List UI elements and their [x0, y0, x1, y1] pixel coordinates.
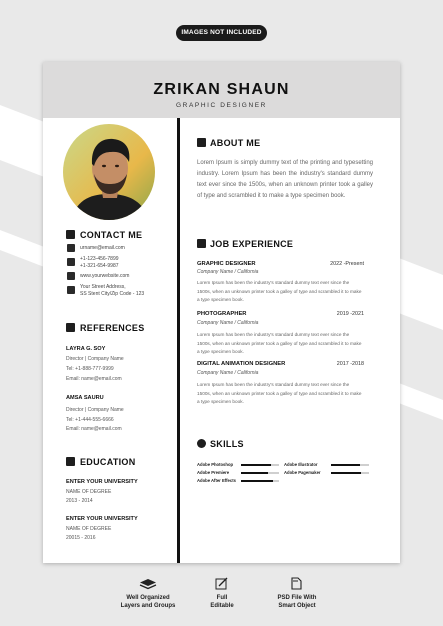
reference-1-email: Email: name@email.com [66, 376, 122, 382]
job-1-description: Lorem Ipsum has been the industry's standard dummy text ever since the 1500s, when an unknown printer took a galley of type and scrambled it to make a type specimen book. [197, 280, 362, 303]
feature-1-line1: Well Organized [126, 595, 170, 601]
images-not-included-badge: IMAGES NOT INCLUDED [176, 25, 267, 41]
person-name: ZRIKAN SHAUN [153, 81, 290, 98]
education-1-school: ENTER YOUR UNIVERSITY [66, 479, 138, 485]
education-2-degree: NAME OF DEGREE [66, 526, 112, 532]
references-section-icon [66, 323, 75, 332]
job-1-title: GRAPHIC DESIGNER [197, 261, 256, 267]
about-text: Lorem Ipsum is simply dummy text of the printing and typesetting industry. Lorem Ipsum has been the industry's standard dummy text ever since the 1500s, when an unknown printer took a galley of type and scrambled it to make a type specimen book. [197, 160, 373, 199]
layers-icon [139, 578, 157, 590]
education-title: EDUCATION [80, 457, 136, 467]
email-icon [67, 244, 75, 252]
location-icon [67, 286, 75, 294]
reference-1-name: LAYRA G. SOY [66, 346, 106, 352]
phone-icon [67, 258, 75, 266]
reference-2-name: AMSA SAURU [66, 395, 104, 401]
reference-2-tel: Tel: +1-444-555-6666 [66, 417, 114, 423]
contact-email[interactable]: urname@email.com [80, 245, 125, 251]
contact-address-2: SS Stent City/Zip Code - 123 [80, 291, 145, 297]
skill-5-fill [241, 480, 273, 482]
feature-3-line2: Smart Object [278, 603, 316, 609]
about-title: ABOUT ME [210, 138, 261, 148]
skill-3-label: Adobe Premiere [197, 470, 230, 475]
feature-3-line1: PSD File With [277, 595, 317, 601]
skill-1-label: Adobe Photoshop [197, 462, 234, 467]
skill-3-fill [241, 472, 268, 474]
contact-phone-2: +1-321-654-9987 [80, 263, 119, 269]
edit-icon [215, 577, 228, 590]
skill-5-label: Adobe After Effects [197, 478, 236, 483]
contact-website[interactable]: www.yourwebsite.com [80, 273, 130, 279]
column-divider [177, 118, 180, 563]
globe-icon [67, 272, 75, 280]
skill-4-label: Adobe Pagemaker [284, 470, 321, 475]
contact-section-icon [66, 230, 75, 239]
education-section-icon [66, 457, 75, 466]
job-3-description: Lorem Ipsum has been the industry's standard dummy text ever since the 1500s, when an unknown printer took a galley of type and scrambled it to make a type specimen book. [197, 382, 362, 405]
reference-2-email: Email: name@email.com [66, 426, 122, 432]
job-1-date: 2022 -Present [330, 261, 364, 267]
contact-title: CONTACT ME [80, 230, 143, 240]
job-3-date: 2017 -2018 [336, 361, 364, 367]
skill-5-bar [241, 480, 279, 482]
about-section-icon [197, 138, 206, 147]
education-2-school: ENTER YOUR UNIVERSITY [66, 516, 138, 522]
job-2-date: 2019 -2021 [336, 311, 364, 317]
feature-3 [262, 594, 332, 610]
skill-1-fill [241, 464, 271, 466]
resume-sheet [43, 62, 400, 563]
references-title: REFERENCES [80, 323, 145, 333]
reference-2-company: Director | Company Name [66, 407, 124, 413]
education-2-years: 20015 - 2016 [66, 535, 96, 541]
feature-1 [110, 594, 186, 610]
skill-2-bar [331, 464, 369, 466]
contact-phone-1: +1-123-456-7899 [80, 256, 119, 262]
feature-2-line1: Full [216, 595, 228, 601]
feature-2-line2: Editable [210, 603, 234, 609]
experience-title: JOB EXPERIENCE [210, 239, 294, 249]
skill-2-label: Adobe Illustrator [284, 462, 318, 467]
person-role: GRAPHIC DESIGNER [176, 102, 267, 109]
skills-section-icon [197, 439, 206, 448]
job-3-company: Company Name / California [197, 370, 259, 376]
reference-1-tel: Tel: +1-888-777-9999 [66, 366, 114, 372]
skill-1-bar [241, 464, 279, 466]
profile-photo [63, 124, 155, 220]
job-2-company: Company Name / California [197, 320, 259, 326]
contact-address-1: Your Street Address, [80, 284, 126, 290]
skills-title: SKILLS [210, 439, 244, 449]
job-1-company: Company Name / California [197, 269, 259, 275]
skill-4-bar [331, 472, 369, 474]
job-2-title: PHOTOGRAPHER [197, 311, 247, 317]
job-2-description: Lorem Ipsum has been the industry's standard dummy text ever since the 1500s, when an unknown printer took a galley of type and scrambled it to make a type specimen book. [197, 332, 362, 355]
reference-1-company: Director | Company Name [66, 356, 124, 362]
skill-2-fill [331, 464, 360, 466]
education-1-degree: NAME OF DEGREE [66, 489, 112, 495]
job-3-title: DIGITAL ANIMATION DESIGNER [197, 361, 286, 367]
experience-section-icon [197, 239, 206, 248]
feature-1-line2: Layers and Groups [120, 603, 176, 609]
skill-3-bar [241, 472, 279, 474]
feature-2 [192, 594, 252, 610]
skill-4-fill [331, 472, 361, 474]
education-1-years: 2013 - 2014 [66, 498, 93, 504]
file-icon [290, 577, 303, 590]
